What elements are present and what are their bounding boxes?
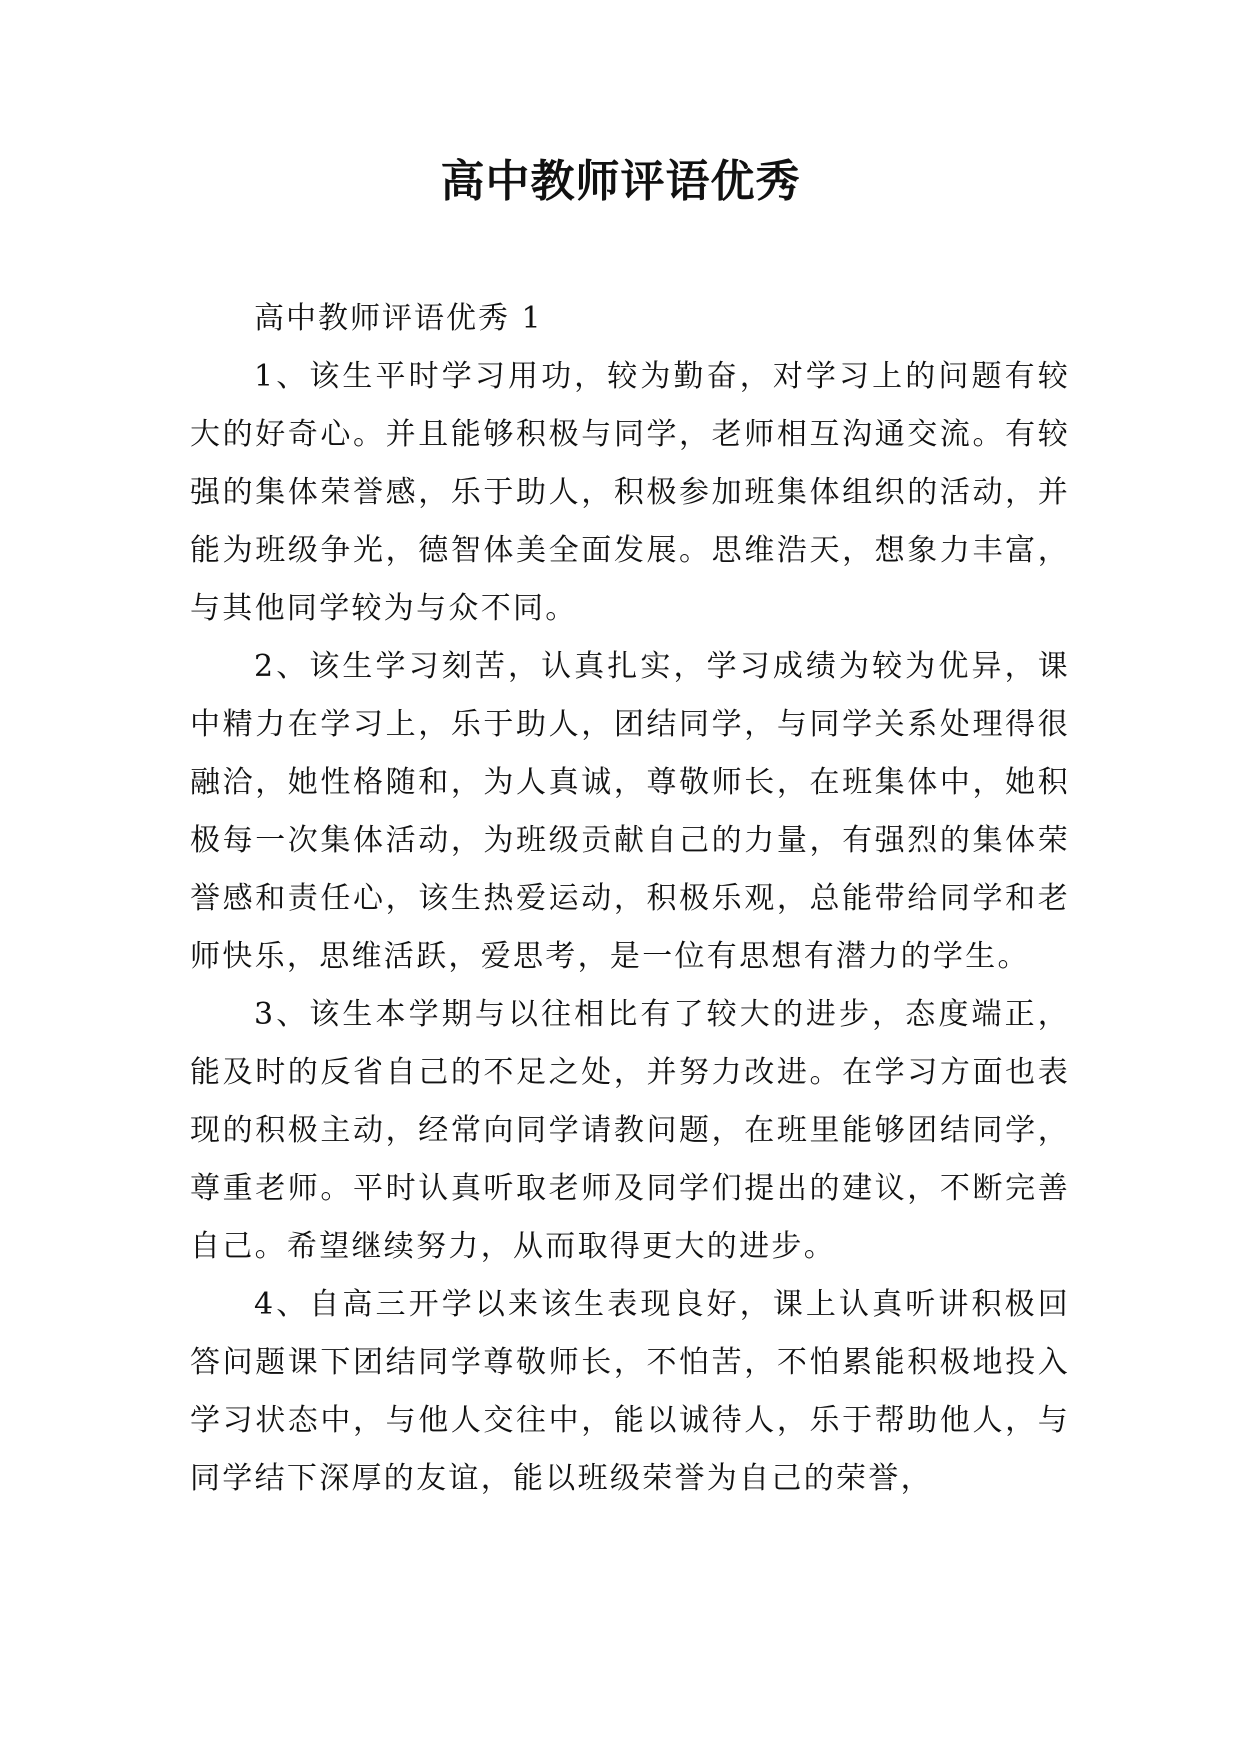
paragraph-3: 3、该生本学期与以往相比有了较大的进步，态度端正，能及时的反省自己的不足之处，并努力改进。在学习方面也表现的积极主动，经常向同学请教问题，在班里能够团结同学，尊重老师。平时认真听取老师及同学们提出的建议，不断完善自己。希望继续努力，从而取得更大的进步。 [190, 997, 1070, 1264]
document-body [190, 290, 1070, 1508]
paragraph-1: 1、该生平时学习用功，较为勤奋，对学习上的问题有较大的好奇心。并且能够积极与同学，老师相互沟通交流。有较强的集体荣誉感，乐于助人，积极参加班集体组织的活动，并能为班级争光，德智体美全面发展。思维浩天，想象力丰富，与其他同学较为与众不同。 [190, 359, 1070, 626]
section-heading: 高中教师评语优秀 1 [254, 301, 543, 336]
paragraph-4: 4、自高三开学以来该生表现良好，课上认真听讲积极回答问题课下团结同学尊敬师长，不怕苦，不怕累能积极地投入学习状态中，与他人交往中，能以诚待人，乐于帮助他人，与同学结下深厚的友谊，能以班级荣誉为自己的荣誉， [190, 1287, 1070, 1496]
document-title: 高中教师评语优秀 [440, 156, 801, 207]
paragraph-2: 2、该生学习刻苦，认真扎实，学习成绩为较为优异，课中精力在学习上，乐于助人，团结同学，与同学关系处理得很融洽，她性格随和，为人真诚，尊敬师长，在班集体中，她积极每一次集体活动，为班级贡献自己的力量，有强烈的集体荣誉感和责任心，该生热爱运动，积极乐观，总能带给同学和老师快乐，思维活跃，爱思考，是一位有思想有潜力的学生。 [190, 649, 1070, 974]
